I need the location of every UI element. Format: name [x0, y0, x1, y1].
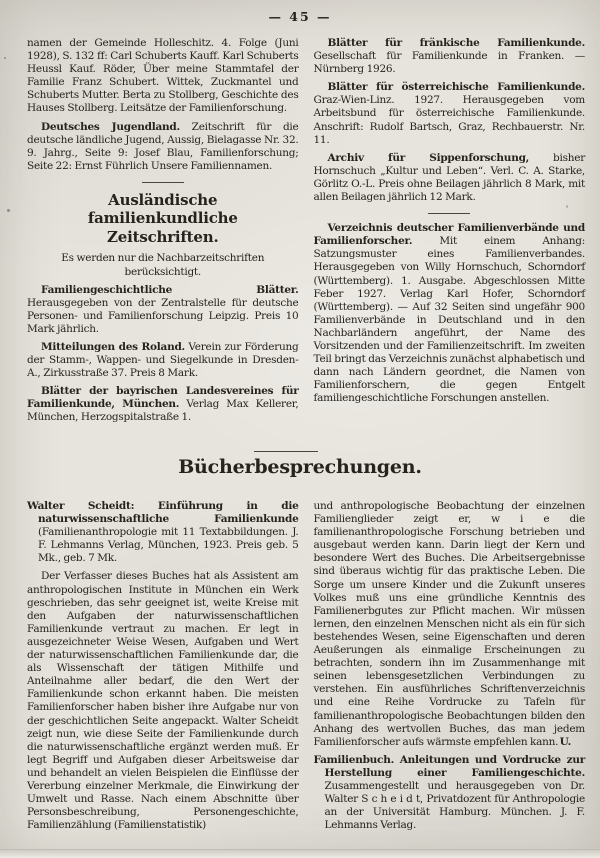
- entry-lead: Blätter für fränkische Familienkunde.: [327, 37, 585, 49]
- scan-speck: [7, 209, 10, 212]
- review-body-left: Der Verfasser dieses Buches hat als Assistent am anthropologischen Institute in München ein Werk geschrieben, das sehr geeignet ist, weite Kreise mit den Aufgaben der naturwissenschaftlichen Familienkunde vertraut zu machen. Er legt in ausgezeichneter Weise Wesen, Aufgaben und Wert der naturwissenschaftlichen Familienkunde dar, die als Wissenschaft der tätigen Mithilfe und Anteilnahme aller bedarf, die den Wert der Familienkunde schon erkannt haben. Die meisten Familienforscher haben bisher ihre Aufgabe nur von der geschichtlichen Seite angepackt. Walter Scheidt zeigt nun, wie diese Seite der Familienkunde durch die naturwissenschaftliche ergänzt werden muß. Er legt Begriff und Aufgaben dieser Arbeitsweise dar und behandelt an vielen Beispielen die Einflüsse der Vererbung einzelner Merkmale, die Einwirkung der Umwelt und Rasse. Nach einem Abschnitte über Personsbeschreibung, Personengeschichte, Familienzählung (Familienstatistik): [27, 570, 299, 832]
- section-divider-rule: [142, 182, 184, 183]
- scan-bottom-edge: [0, 849, 600, 858]
- journal-entry-archiv-sippenforschung: [314, 152, 586, 204]
- entry-lead: Archiv für Sippenforschung,: [327, 151, 530, 164]
- section-divider-rule: [428, 213, 470, 214]
- review-body-text: und anthropologische Beobachtung der einzelnen Familienglieder zeigt er, w i e die familienanthropologische Forschung betrieben und ausgebaut werden kann. Darin liegt der Kern und besondere Wert des Buches. Die Arbeitsergebnisse sind überaus wichtig für das praktische Leben. Die Sorge um unsere Kinder und die Zukunft unseres Volkes muß uns eine gründliche Kenntnis des Familienerbgutes zur Pflicht machen. Wir müssen lernen, den einzelnen Menschen nicht als ein für sich bestehendes Wesen, seine Eigenschaften und deren Aeußerungen als einmalige Erscheinungen zu betrachten, sondern ihn im Zusammenhange mit seinen lebensgesetzlichen Verbindungen zu verstehen. Ein ausführliches Schriftenverzeichnis und eine Reihe Vordrucke zu Tafeln für familienanthropologische Beobachtungen bilden den Anhang des wertvollen Buches, das man jedem Familienforscher aufs wärmste empfehlen kann.: [313, 500, 585, 748]
- entry-lead: Deutsches Jugendland.: [41, 120, 180, 133]
- book-reviews-heading: Bücherbesprechungen.: [178, 456, 422, 478]
- entry-lead: Familiengeschichtliche Blätter.: [41, 283, 299, 296]
- scan-speck: [566, 205, 568, 208]
- bottom-left-column: [27, 500, 299, 832]
- journal-entry-bayrischer-landesverein: [27, 385, 299, 424]
- paragraph-continuation: namen der Gemeinde Holleschitz. 4. Folge (Juni 1928), S. 132 ff: Carl Schuberts Kauff. Karl Schuberts Heussl Kauf. Röder, Über meine Stammtafel der Familie Franz Schubert. Wittek, Zuckmantel und Schuberts Mutter. Berta zu Stollberg, Geschichte des Hauses Stollberg. Leitsätze der Familienforschung.: [27, 37, 299, 115]
- review-biblio: (Familienanthropologie mit 11 Textabbildungen. J. F. Lehmanns Verlag, München, 1923. Preis geb. 5 Mk., geb. 7 Mk.: [38, 526, 299, 565]
- bottom-two-column-area: [0, 487, 600, 832]
- scan-speck: [4, 57, 6, 59]
- entry-lead: Mitteilungen des Roland.: [41, 341, 185, 353]
- entry-verzeichnis-familienverbaende: [314, 222, 586, 405]
- reviewer-initial: U.: [559, 735, 571, 748]
- top-left-column: [27, 37, 299, 441]
- page-number: — 45 —: [268, 9, 332, 24]
- entry-text: Zusammengestellt und herausgegeben von Dr. Walter S c h e i d t, Privatdozent für Anthropologie an der Universität Hamburg. München. J. F. Lehmanns Verlag.: [324, 779, 585, 832]
- entry-text: Verlag Max Kellerer, München, Herzogspitalstraße 1.: [27, 398, 299, 424]
- entry-lead: Verzeichnis deutscher Familienverbände und Familienforscher.: [313, 222, 585, 248]
- review-title: Walter Scheidt: Einführung in die naturwissenschaftliche Familienkunde: [27, 500, 299, 526]
- foreign-journals-intro: Es werden nur die Nachbarzeitschriften berücksichtigt.: [61, 252, 265, 278]
- journal-entry-oesterreichische-familienkunde: [314, 81, 586, 146]
- entry-text: Zeitschrift für die deutsche ländliche Jugend, Aussig, Bielagasse Nr. 32. 9. Jahrg., Seite 9: Josef Blau, Familienforschung; Seite 22: Ernst Führlich Unsere Familiennamen.: [27, 120, 299, 172]
- entry-deutsches-jugendland: [27, 121, 299, 173]
- review-body-right: [314, 500, 586, 749]
- entry-text: Verein zur Förderung der Stamm-, Wappen- und Siegelkunde in Dresden-A., Zirkusstraße 37. Preis 8 Mark.: [27, 341, 299, 380]
- review-bibliographic-head: [27, 500, 299, 565]
- entry-familienbuch: [314, 754, 586, 833]
- entry-text: Graz-Wien-Linz. 1927. Herausgegeben vom Arbeitsbund für österreichische Familienkunde. Anschrift: Rudolf Bartsch, Graz, Rechbauerstr. Nr. 11.: [313, 94, 585, 146]
- entry-text: bisher Hornschuch „Kultur und Leben“. Verl. C. A. Starke, Görlitz O.-L. Preis ohne Beilagen jährlich 8 Mark, mit allen Beilagen jährlich 12 Mark.: [313, 151, 585, 204]
- journal-entry-fraenkische-familienkunde: [314, 37, 586, 76]
- entry-text: Mit einem Anhang: Satzungsmuster eines Familienverbandes. Herausgegeben von Willy Hornschuch, Schorndorf (Württemberg). 1. Ausgabe. Abgeschlossen Mitte Feber 1927. Verlag Karl Hofer, Schorndorf (Württemberg). — Auf 32 Seiten sind ungefähr 900 Familienverbände in Deutschland und in den Nachbarländern angeführt, der Name des Vorsitzenden und der Familienzeitschrift. Im zweiten Teil bringt das Verzeichnis zunächst alphabetisch und dann nach Ländern geordnet, die Namen von Familienforschern, die gegen Entgelt familiengeschichtliche Forschungen anstellen.: [313, 235, 585, 405]
- top-right-column: [314, 37, 586, 441]
- entry-lead: Blätter der bayrischen Landesvereines für Familienkunde, München.: [27, 385, 299, 411]
- foreign-journals-heading: Ausländische familienkundliche Zeitschriften.: [87, 190, 238, 246]
- heading-divider-rule: [254, 451, 318, 452]
- entry-text: Herausgegeben von der Zentralstelle für deutsche Personen- und Familienforschung Leipzig. Preis 10 Mark jährlich.: [27, 296, 299, 335]
- entry-lead: Familienbuch. Anleitungen und Vordrucke zur Herstellung einer Familiengeschichte.: [313, 753, 585, 779]
- journal-entry-mitteilungen-roland: [27, 341, 299, 380]
- journal-entry-familiengeschichtliche-blaetter: [27, 284, 299, 336]
- entry-lead: Blätter für österreichische Familienkunde.: [327, 81, 585, 94]
- top-two-column-area: [0, 24, 600, 441]
- entry-text: Gesellschaft für Familienkunde in Franken. — Nürnberg 1926.: [313, 50, 585, 76]
- bottom-right-column: [314, 500, 586, 832]
